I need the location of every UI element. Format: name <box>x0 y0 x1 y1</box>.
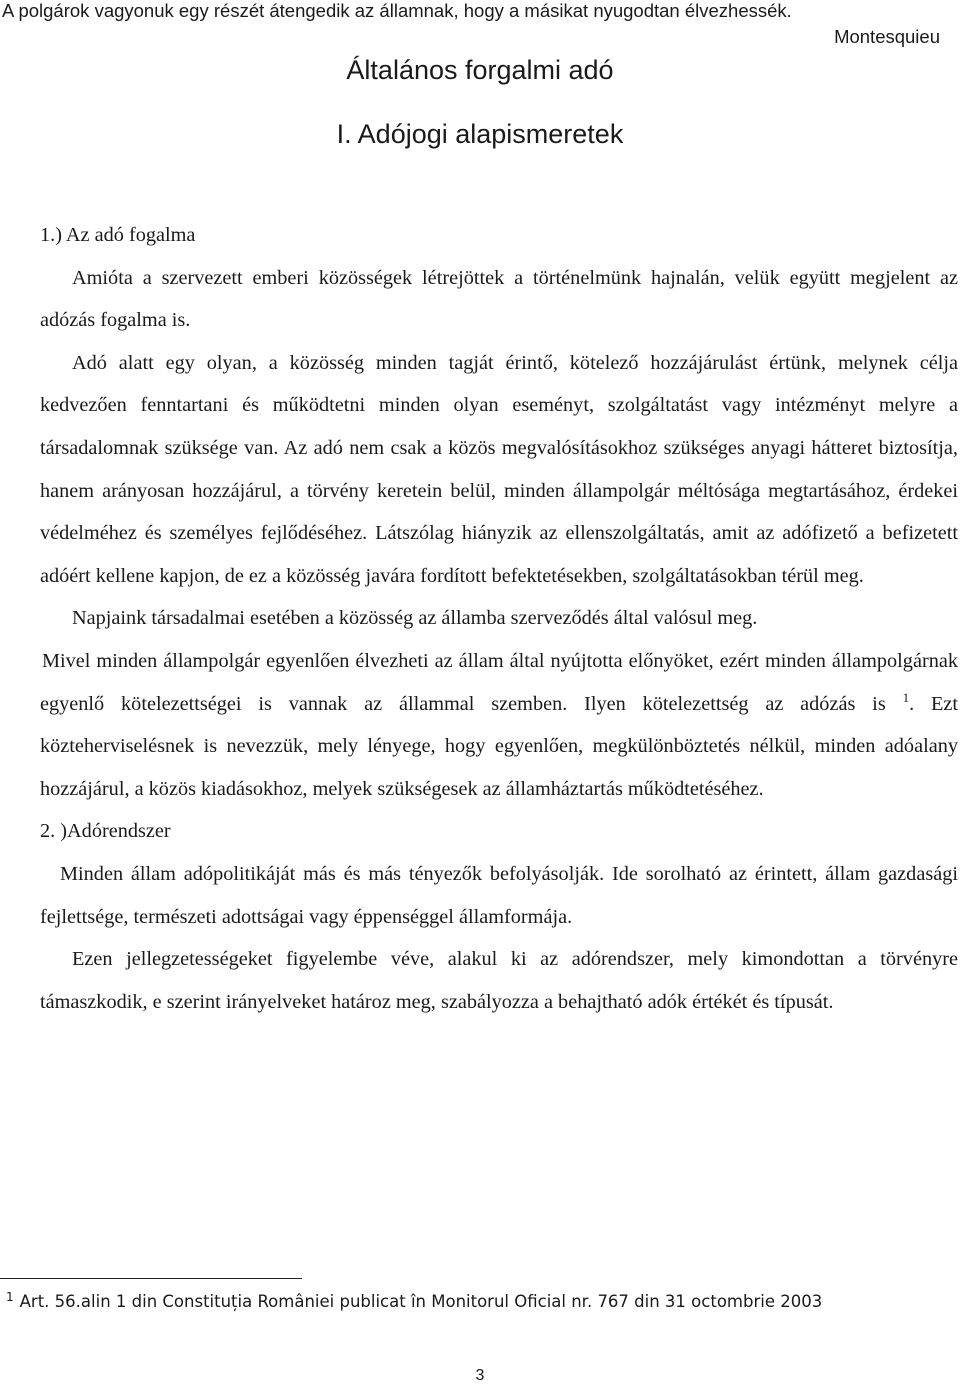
paragraph-state: Napjaink társadalmai esetében a közösség az államba szerveződés által valósul meg. <box>72 607 758 630</box>
motto-quote: A polgárok vagyonuk egy részét átengedik az államnak, hogy a másikat nyugodtan élvezhessék. <box>2 0 792 21</box>
motto-author: Montesquieu <box>834 26 940 47</box>
paragraph-obligation-text-cont: . Ezt közteherviselésnek is nevezzük, mely lényege, hogy egyenlően, megkülönböztetés nélkül, minden adóalany hozzájárul, a közös kiadásokhoz, melyek szükségesek az államháztartás működtetéséhez. <box>40 692 958 800</box>
paragraph-tax-definition: Adó alatt egy olyan, a közösség minden tagját érintő, kötelező hozzájárulást értünk, melynek célja kedvezően fenntartani és működtetni minden olyan eseményt, szolgáltatást vagy intézményt melyre a társadalomnak szüksége van. Az adó nem csak a közös megvalósításokhoz szükséges anyagi hátteret biztosítja, hanem arányosan hozzájárul, a törvény keretein belül, minden állampolgár méltósága megtartásához, érdekei védelméhez és személyes fejlődéséhez. Látszólag hiányzik az ellenszolgáltatás, amit az adófizető a befizetett adóért kellene kapjon, de ez a közösség javára fordított befektetésekben, szolgáltatásokban térül meg. <box>40 351 958 587</box>
document-title: Általános forgalmi adó <box>346 55 614 85</box>
paragraph-obligation <box>40 640 958 810</box>
footnote <box>6 1290 956 1314</box>
page-number: 3 <box>475 1367 485 1384</box>
body-text <box>40 214 958 1023</box>
paragraph-obligation-text: Mivel minden állampolgár egyenlően élvezheti az állam által nyújtotta előnyöket, ezért minden állampolgárnak egyenlő kötelezettségei is vannak az állammal szemben. Ilyen kötelezettség az adózás is <box>40 649 958 715</box>
paragraph-tax-system: Ezen jellegzetességeket figyelembe véve, alakul ki az adórendszer, mely kimondottan a törvényre támaszkodik, e szerint irányelveket határoz meg, szabályozza a behajtható adók értékét és típusát. <box>40 948 958 1013</box>
section-heading-tax-concept: 1.) Az adó fogalma <box>40 224 196 246</box>
paragraph-history: Amióta a szervezett emberi közösségek létrejöttek a történelmünk hajnalán, velük együtt megjelent az adózás fogalma is. <box>40 266 958 332</box>
footnote-reference[interactable]: 1 <box>902 689 910 705</box>
paragraph-tax-policy: Minden állam adópolitikáját más és más tényezők befolyásolják. Ide sorolható az érintett, állam gazdasági fejlettsége, természeti adottságai vagy éppenséggel államformája. <box>40 862 958 928</box>
section-heading-tax-system: 2. )Adórendszer <box>40 820 171 843</box>
footnote-mark: 1 <box>6 1290 14 1304</box>
footnote-text: Art. 56.alin 1 din Constituția României publicat în Monitorul Oficial nr. 767 din 31 octombrie 2003 <box>19 1292 823 1311</box>
chapter-title: I. Adójogi alapismeretek <box>336 119 624 149</box>
footnote-separator <box>0 1278 302 1279</box>
